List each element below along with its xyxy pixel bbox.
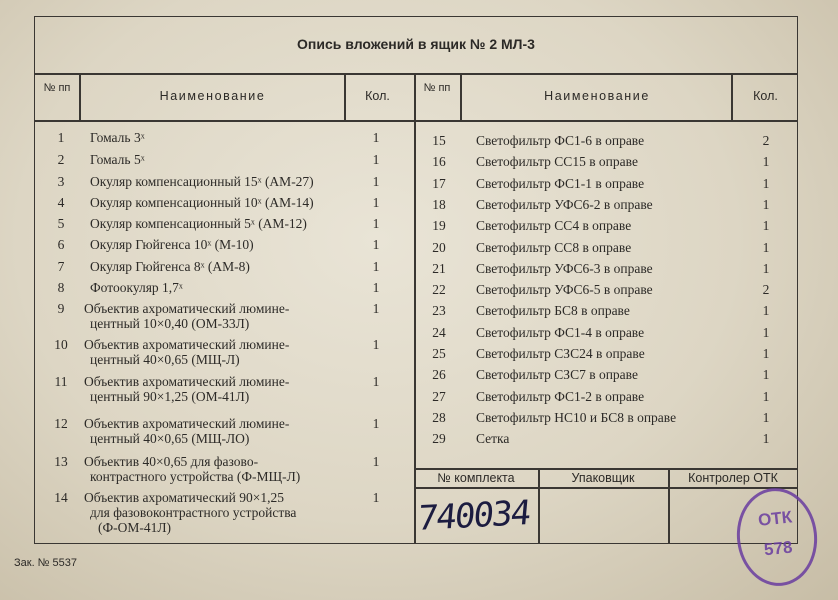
inspector-label: Контролер ОТК (688, 471, 778, 485)
item-name: Сетка (476, 431, 510, 447)
header-name: Наименование (159, 89, 266, 103)
row-quantity: 1 (762, 175, 770, 191)
row-quantity: 1 (372, 374, 380, 389)
item-name: Светофильтр ФС1-2 в оправе (476, 388, 645, 404)
item-name-line: Окуляр компенсационный 10ˣ (АМ-14) (90, 195, 314, 210)
kit-number-handwritten: 740034 (415, 493, 531, 539)
item-name-line: центный 40×0,65 (МЩ-ЛО) (90, 431, 250, 446)
row-quantity: 1 (372, 454, 380, 469)
row-number: 2 (57, 152, 65, 167)
row-quantity: 1 (762, 431, 770, 447)
row-number: 3 (57, 174, 65, 189)
item-name-line: Окуляр компенсационный 15ˣ (АМ-27) (90, 174, 314, 189)
item-name: Светофильтр ФС1-4 в оправе (476, 324, 645, 340)
item-name: Светофильтр УФС6-5 в оправе (476, 282, 653, 298)
row-number: 5 (57, 216, 65, 231)
row-quantity: 1 (372, 216, 380, 231)
row-number: 7 (57, 259, 65, 274)
header-qty: Кол. (753, 89, 778, 103)
row-quantity: 1 (762, 367, 770, 383)
item-name-line: Объектив ахроматический люмине- (84, 337, 290, 352)
footer-divider (414, 487, 798, 489)
row-number: 12 (54, 416, 68, 431)
row-number: 17 (432, 175, 446, 191)
item-name-line: (Ф-ОМ-41Л) (98, 520, 172, 535)
row-number: 11 (54, 374, 68, 389)
item-name-line: Объектив ахроматический люмине- (84, 374, 290, 389)
item-name-line: центный 90×1,25 (ОМ-41Л) (90, 389, 250, 404)
row-quantity: 1 (372, 237, 380, 252)
row-number: 29 (432, 431, 446, 447)
row-quantity: 1 (762, 218, 770, 234)
item-name: Светофильтр СС15 в оправе (476, 154, 638, 170)
row-quantity: 1 (762, 388, 770, 404)
row-quantity: 1 (372, 174, 380, 189)
item-name-line: Гомаль 3ˣ (90, 130, 145, 145)
row-quantity: 1 (372, 280, 380, 295)
item-name-line: центный 10×0,40 (ОМ-33Л) (90, 316, 250, 331)
kit-number-label: № комплекта (437, 471, 515, 485)
item-name-line: Объектив ахроматический люмине- (84, 416, 290, 431)
item-name-line: Объектив ахроматический 90×1,25 (84, 490, 284, 505)
col-divider (79, 73, 81, 120)
item-name-line: Гомаль 5ˣ (90, 152, 145, 167)
item-name-line: Объектив ахроматический люмине- (84, 301, 290, 316)
row-number: 4 (57, 195, 65, 210)
row-number: 27 (432, 388, 446, 404)
item-name: Светофильтр СС8 в оправе (476, 239, 632, 255)
row-number: 6 (57, 237, 65, 252)
item-name: Светофильтр ФС1-6 в оправе (476, 133, 645, 148)
row-quantity: 1 (372, 416, 380, 431)
stamp-line1: ОТК (757, 507, 793, 530)
col-divider (460, 73, 462, 120)
header-name: Наименование (544, 89, 650, 103)
item-name-line: Фотоокуляр 1,7ˣ (90, 280, 183, 295)
row-number: 26 (432, 367, 446, 383)
header-divider (34, 120, 798, 122)
row-number: 13 (54, 454, 68, 469)
row-number: 20 (432, 239, 446, 255)
row-quantity: 1 (372, 152, 380, 167)
footer-divider (414, 468, 798, 470)
item-name-line: Объектив 40×0,65 для фазово- (84, 454, 259, 469)
item-name: Светофильтр СЗС7 в оправе (476, 367, 638, 383)
col-divider (344, 73, 346, 120)
row-number: 16 (432, 154, 446, 170)
row-quantity: 1 (762, 303, 770, 319)
row-quantity: 1 (372, 301, 380, 316)
row-number: 10 (54, 337, 68, 352)
row-quantity: 2 (762, 282, 770, 298)
row-quantity: 2 (762, 133, 770, 148)
item-name-line: центный 40×0,65 (МЩ-Л) (90, 352, 240, 367)
row-quantity: 1 (762, 154, 770, 170)
row-number: 14 (54, 490, 68, 505)
page-title: Опись вложений в ящик № 2 МЛ-3 (297, 36, 535, 52)
row-number: 9 (57, 301, 65, 316)
item-name: Светофильтр УФС6-3 в оправе (476, 260, 653, 276)
row-number: 28 (432, 409, 446, 425)
col-divider (731, 73, 733, 120)
stamp-line2: 578 (763, 537, 794, 560)
header-num: № пп (43, 82, 71, 94)
item-name: Светофильтр НС10 и БС8 в оправе (476, 409, 677, 425)
row-quantity: 1 (372, 259, 380, 274)
item-name-line: Окуляр Гюйгенса 10ˣ (М-10) (90, 237, 254, 252)
row-number: 8 (57, 280, 65, 295)
row-number: 22 (432, 282, 446, 298)
item-name-line: для фазовоконтрастного устройства (90, 505, 297, 520)
item-name: Светофильтр ФС1-1 в оправе (476, 175, 645, 191)
row-number: 24 (432, 324, 446, 340)
row-quantity: 1 (762, 196, 770, 212)
item-name: Светофильтр СС4 в оправе (476, 218, 632, 234)
row-quantity: 1 (372, 130, 380, 145)
header-num: № пп (423, 82, 451, 94)
row-number: 25 (432, 346, 446, 361)
header-qty: Кол. (365, 89, 390, 103)
packer-label: Упаковщик (571, 471, 635, 485)
row-quantity: 1 (762, 260, 770, 276)
row-quantity: 1 (762, 324, 770, 340)
row-quantity: 1 (372, 337, 380, 352)
row-quantity: 1 (762, 346, 770, 361)
item-name-line: Окуляр компенсационный 5ˣ (АМ-12) (90, 216, 307, 231)
item-name-line: Окуляр Гюйгенса 8ˣ (АМ-8) (90, 259, 250, 274)
row-quantity: 1 (762, 239, 770, 255)
row-quantity: 1 (372, 490, 380, 505)
row-number: 1 (57, 130, 65, 145)
row-number: 15 (432, 133, 446, 148)
row-quantity: 1 (762, 409, 770, 425)
order-number: Зак. № 5537 (14, 557, 78, 569)
row-number: 23 (432, 303, 446, 319)
row-number: 18 (432, 196, 446, 212)
title-divider (34, 73, 798, 75)
item-name-line: контрастного устройства (Ф-МЩ-Л) (90, 469, 301, 484)
row-quantity: 1 (372, 195, 380, 210)
row-number: 19 (432, 218, 446, 234)
item-name: Светофильтр БС8 в оправе (476, 303, 630, 319)
item-name: Светофильтр УФС6-2 в оправе (476, 196, 653, 212)
item-name: Светофильтр СЗС24 в оправе (476, 346, 645, 361)
row-number: 21 (432, 260, 446, 276)
